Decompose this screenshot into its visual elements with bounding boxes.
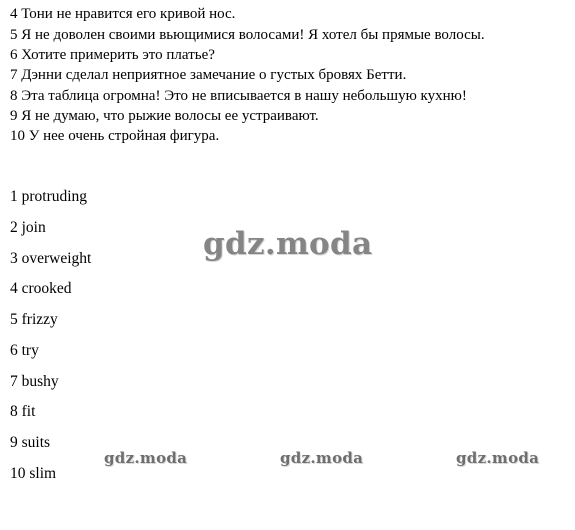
translation-line-4: 4 Тони не нравится его кривой нос. [10, 6, 236, 22]
answer-line-9: 9 suits [10, 434, 51, 451]
translation-line-5: 5 Я не доволен своими вьющимися волосами! Я хотел бы прямые волосы. [10, 27, 485, 43]
answer-line-10: 10 slim [10, 465, 57, 482]
watermark-bottom-center: gdz.moda [280, 449, 364, 467]
translation-line-6: 6 Хотите примерить это платье? [10, 47, 215, 63]
answer-line-2: 2 join [10, 219, 46, 236]
answer-line-7: 7 bushy [10, 373, 59, 390]
answer-line-5: 5 frizzy [10, 311, 58, 328]
answer-line-4: 4 crooked [10, 280, 72, 297]
translation-line-10: 10 У нее очень стройная фигура. [10, 128, 220, 144]
translation-line-9: 9 Я не думаю, что рыжие волосы ее устраивают. [10, 108, 319, 124]
translation-line-8: 8 Эта таблица огромна! Это не вписывается в нашу небольшую кухню! [10, 88, 467, 104]
answer-line-6: 6 try [10, 342, 39, 359]
translation-line-7: 7 Дэнни сделал неприятное замечание о густых бровях Бетти. [10, 67, 407, 83]
watermark-bottom-right: gdz.moda [456, 449, 540, 467]
answer-line-8: 8 fit [10, 403, 36, 420]
answer-line-1: 1 protruding [10, 188, 88, 205]
watermark-center: gdz.moda [203, 226, 373, 262]
answer-line-3: 3 overweight [10, 250, 92, 267]
watermark-bottom-left: gdz.moda [104, 449, 188, 467]
